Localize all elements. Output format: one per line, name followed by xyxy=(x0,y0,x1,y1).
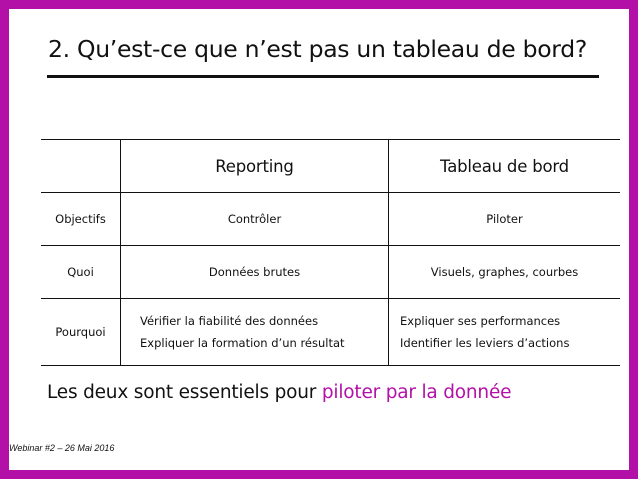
conclusion-prefix: Les deux sont essentiels pour xyxy=(47,382,322,403)
header-tableau-de-bord: Tableau de bord xyxy=(389,140,621,193)
cell-tableau-pourquoi xyxy=(389,299,621,366)
slide xyxy=(9,9,629,470)
cell-line: Vérifier la fiabilité des données xyxy=(140,314,319,328)
cell-tableau-objectifs: Piloter xyxy=(389,193,621,246)
cell-line: Expliquer la formation d’un résultat xyxy=(140,336,345,350)
cell-line: Expliquer ses performances xyxy=(400,314,561,328)
table-row xyxy=(41,299,620,366)
footer-caption: Webinar #2 – 26 Mai 2016 xyxy=(9,443,115,453)
comparison-table xyxy=(41,139,620,366)
cell-reporting-quoi: Données brutes xyxy=(121,246,389,299)
cell-reporting-pourquoi xyxy=(121,299,389,366)
cell-line: Identifier les leviers d’actions xyxy=(400,336,570,350)
title-underline xyxy=(47,75,599,78)
cell-reporting-objectifs: Contrôler xyxy=(121,193,389,246)
conclusion-text xyxy=(47,379,511,407)
row-label-quoi: Quoi xyxy=(41,246,121,299)
table-row xyxy=(41,246,620,299)
header-empty-cell xyxy=(41,140,121,193)
header-reporting: Reporting xyxy=(121,140,389,193)
row-label-pourquoi: Pourquoi xyxy=(41,299,121,366)
table-header-row xyxy=(41,140,620,193)
slide-title: 2. Qu’est-ce que n’est pas un tableau de bord? xyxy=(48,35,588,63)
conclusion-highlight: piloter par la donnée xyxy=(321,382,512,403)
table-row xyxy=(41,193,620,246)
row-label-objectifs: Objectifs xyxy=(41,193,121,246)
cell-tableau-quoi: Visuels, graphes, courbes xyxy=(389,246,621,299)
